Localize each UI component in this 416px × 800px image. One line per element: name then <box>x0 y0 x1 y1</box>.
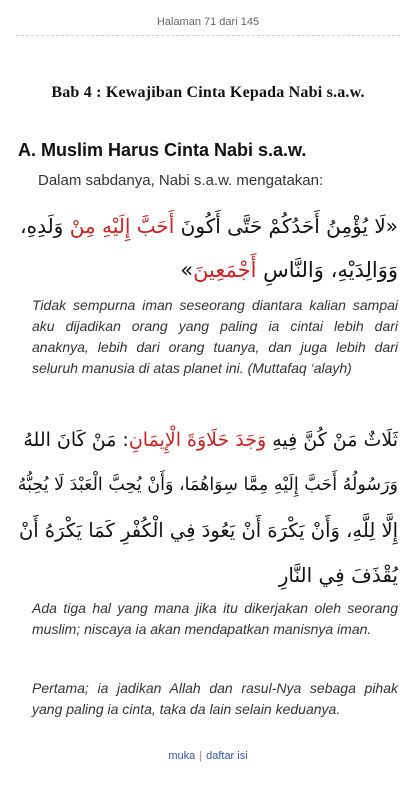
arabic-text: وَلَدِهِ، <box>20 214 70 238</box>
hadith-2-translation-2: Pertama; ia jadikan Allah dan rasul-Nya sebaga pihak yang paling ia cinta, taka da lain selain keduanya. <box>32 680 398 717</box>
home-link[interactable]: muka <box>168 750 196 762</box>
arabic-highlight: وَجَدَ حَلَاوَةَ الْإِيمَانِ <box>128 429 267 451</box>
arabic-text: : مَنْ كَانَ اللهُ <box>23 429 129 451</box>
hadith-2-line-1 <box>18 418 398 463</box>
arabic-highlight: أَحَبَّ إِلَيْهِ مِنْ <box>69 214 175 238</box>
hadith-1-line-2 <box>18 248 398 292</box>
arabic-text: «لَا يُؤْمِنُ أَحَدُكُمْ حَتَّى أَكُونَ <box>174 214 398 238</box>
hadith-2-line-2: وَرَسُولُهُ أَحَبَّ إِلَيْهِ مِمَّا سِوَاهُمَا، وَأَنْ يُحِبَّ الْعَبْدَ لَا يُحِبُّهُ <box>17 475 398 495</box>
page-indicator: Halaman 71 dari 145 <box>156 16 260 28</box>
hadith-2-line-3: إِلَّا لِلَّهِ، وَأَنْ يَكْرَهَ أَنْ يَعُودَ فِي الْكُفْرِ كَمَا يَكْرَهُ أَنْ <box>18 519 398 542</box>
header-divider <box>16 35 400 36</box>
arabic-highlight: أَجْمَعِينَ <box>193 258 257 282</box>
chapter-title: Bab 4 : Kewajiban Cinta Kepada Nabi s.a.w. <box>51 84 365 101</box>
intro-text: Dalam sabdanya, Nabi s.a.w. mengatakan: <box>38 172 324 189</box>
section-heading: A. Muslim Harus Cinta Nabi s.a.w. <box>18 140 307 160</box>
arabic-text: وَوَالِدَيْهِ، وَالنَّاسِ <box>256 258 398 282</box>
arabic-text: ثَلَاثٌ مَنْ كُنَّ فِيهِ <box>266 429 398 451</box>
toc-link[interactable]: daftar isi <box>206 750 248 762</box>
hadith-2-arabic <box>18 418 398 598</box>
footer-nav <box>0 750 416 762</box>
hadith-2-translation: Ada tiga hal yang mana jika itu dikerjakan oleh seorang muslim; niscaya ia akan mendapatkan manisnya iman. <box>32 600 398 637</box>
hadith-1-translation: Tidak sempurna iman seseorang diantara kalian sampai aku dijadikan orang yang paling ia cintai lebih dari anaknya, lebih dari orang tuanya, dan juga lebih dari seluruh manusia di atas planet ini. (Muttafaq ‘alayh) <box>32 297 398 376</box>
hadith-1-line-1 <box>18 204 398 248</box>
hadith-2-line-4: يُقْذَفَ فِي النَّارِ <box>278 563 398 587</box>
footer-separator: | <box>199 750 203 762</box>
arabic-text: » <box>180 258 194 282</box>
hadith-1-arabic <box>18 204 398 292</box>
